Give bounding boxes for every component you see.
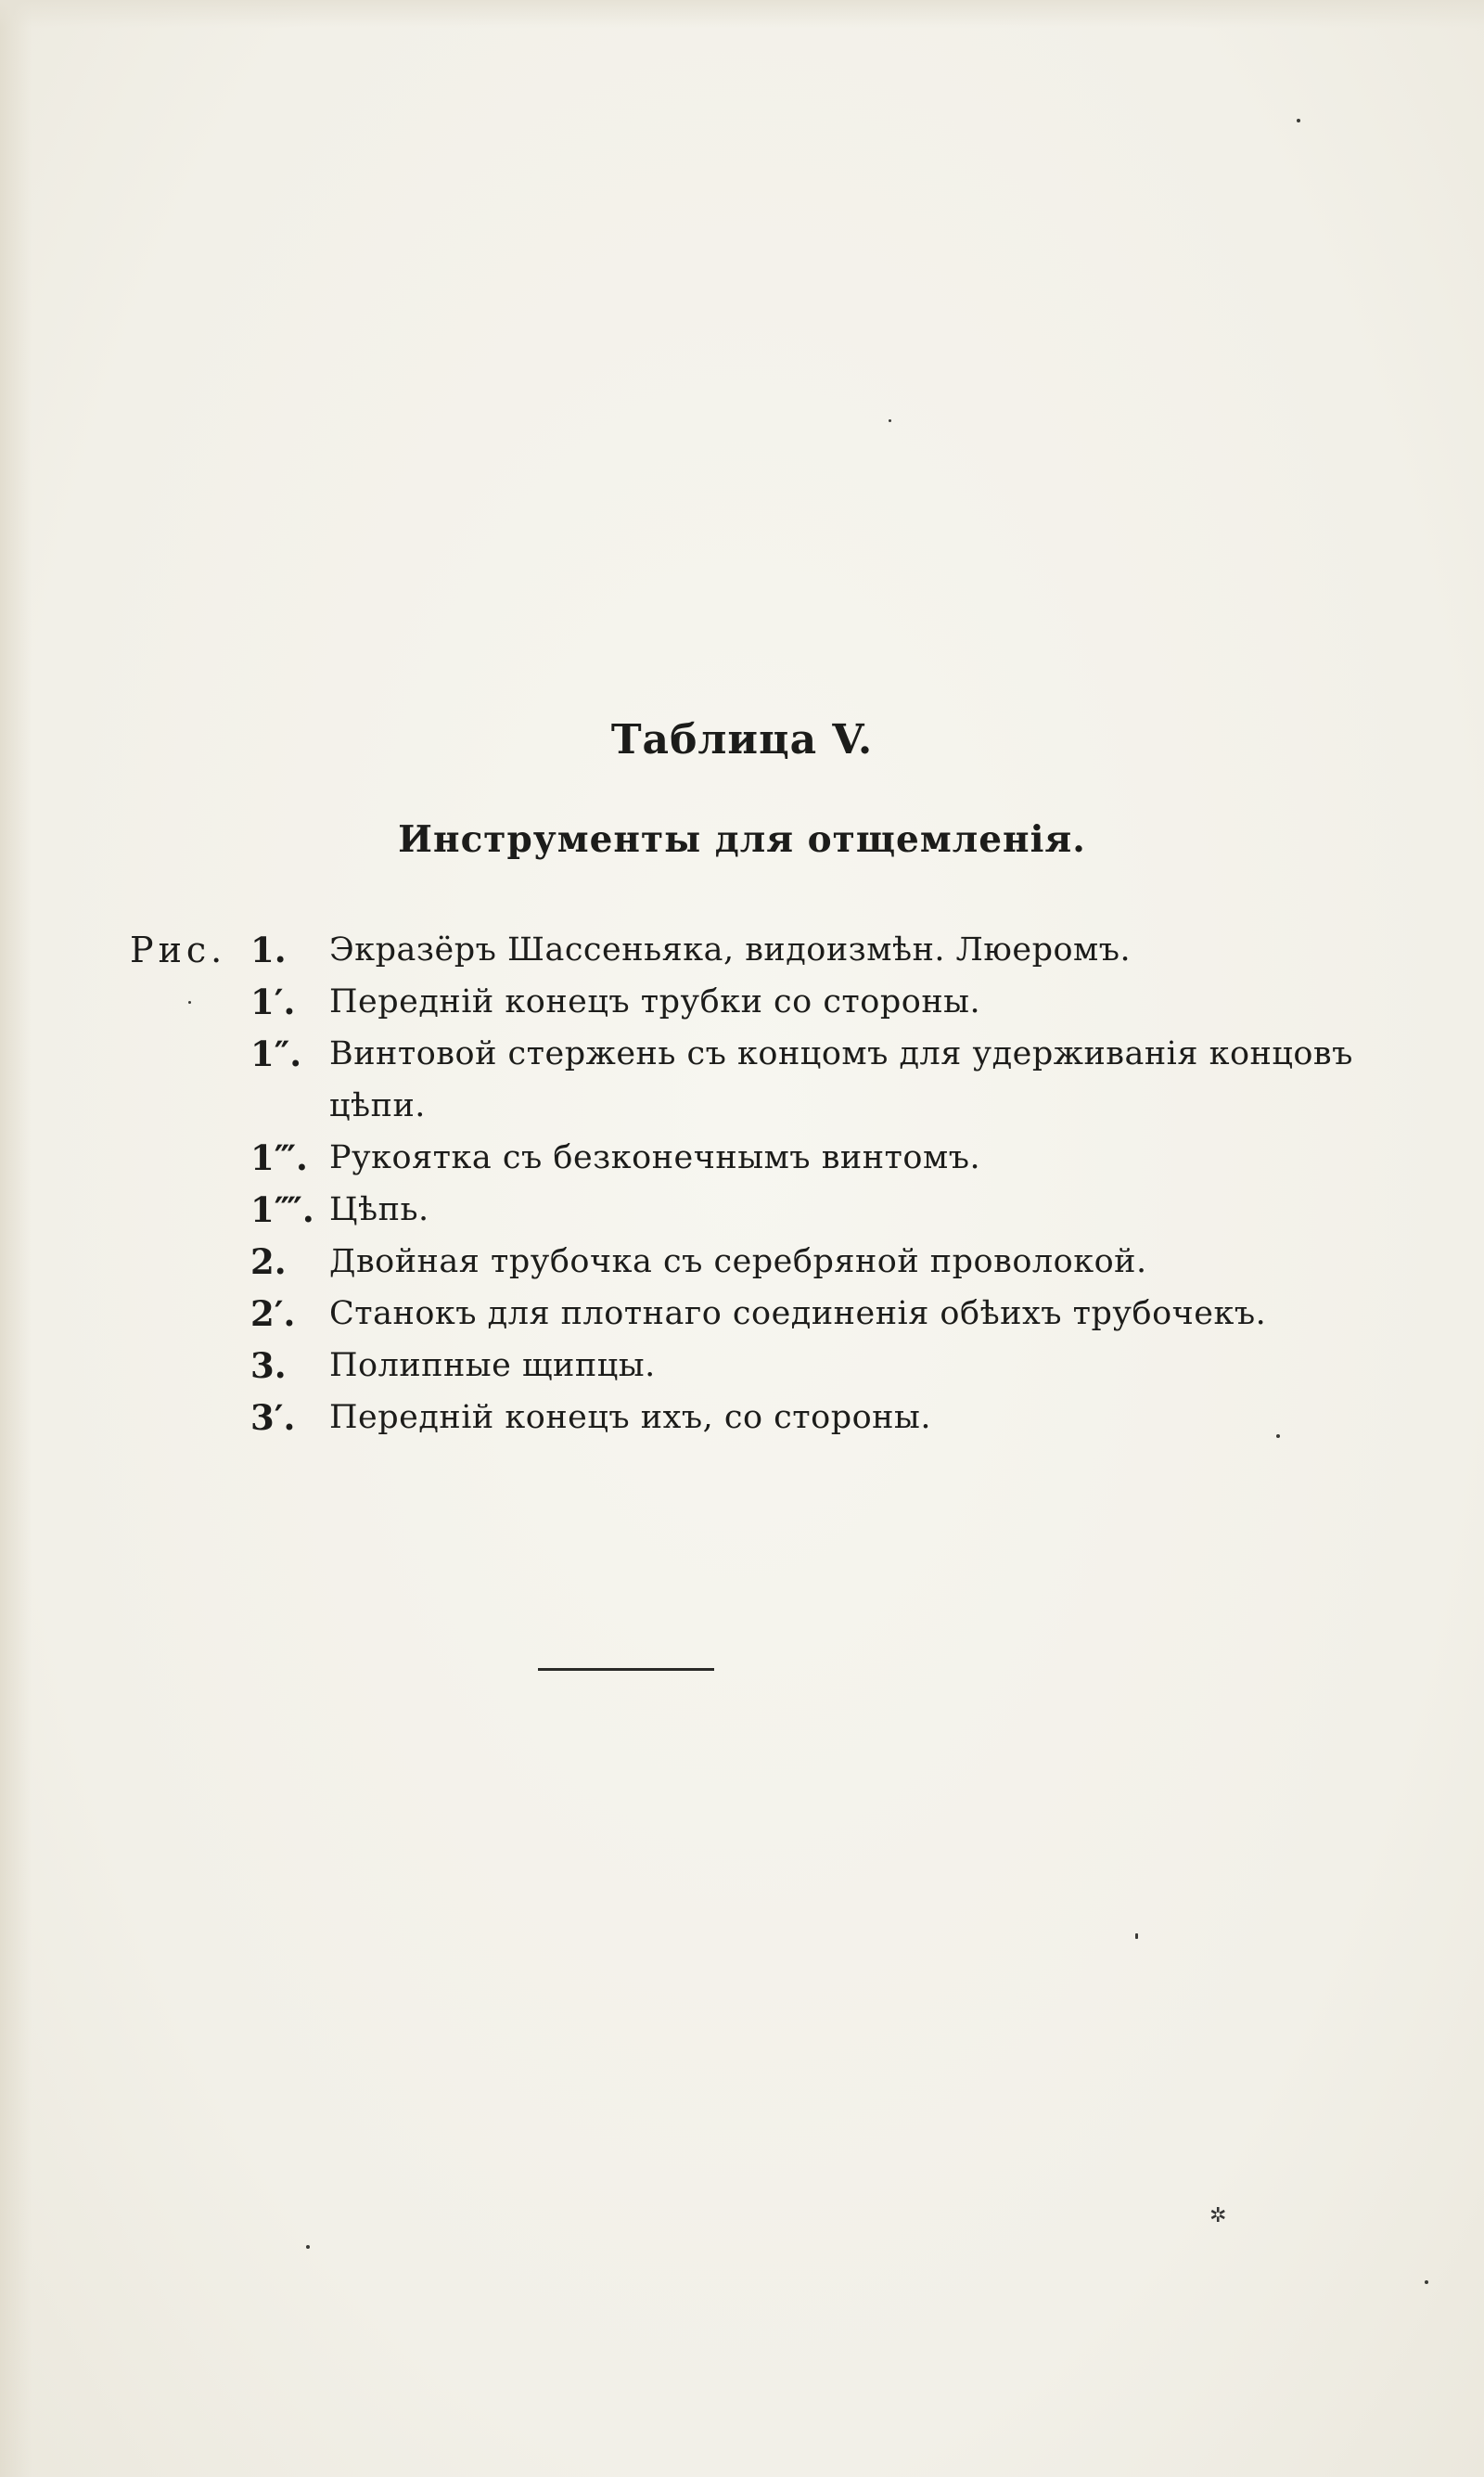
paper-speck bbox=[1135, 1933, 1138, 1939]
list-item bbox=[130, 1132, 1354, 1184]
figure-number: 1. bbox=[250, 930, 287, 970]
list-item bbox=[130, 924, 1354, 976]
figure-number: 1″. bbox=[250, 1033, 302, 1074]
page-top-shadow bbox=[0, 0, 1484, 28]
figure-list bbox=[130, 924, 1354, 1444]
paper-speck bbox=[306, 2245, 310, 2249]
figure-caption: Полипные щипцы. bbox=[329, 1347, 656, 1384]
figure-number: 3′. bbox=[250, 1397, 296, 1438]
section-divider bbox=[538, 1668, 714, 1671]
list-item bbox=[130, 976, 1354, 1028]
page-subtitle: Инструменты для отщемленія. bbox=[398, 818, 1086, 861]
page-title: Таблица V. bbox=[610, 716, 874, 764]
paper-speck bbox=[1276, 1434, 1280, 1438]
list-item bbox=[130, 1340, 1354, 1392]
figure-prefix-spacer bbox=[130, 1132, 250, 1184]
figure-prefix-spacer bbox=[130, 1288, 250, 1340]
figure-number: 2′. bbox=[250, 1293, 296, 1334]
figure-caption: Рукоятка съ безконечнымъ винтомъ. bbox=[329, 1139, 981, 1176]
figure-number: 2. bbox=[250, 1241, 287, 1282]
paper-speck bbox=[1425, 2280, 1428, 2284]
paper-speck bbox=[188, 1001, 191, 1004]
figure-caption: Переднiй конецъ ихъ, со стороны. bbox=[329, 1399, 931, 1436]
figure-prefix-spacer bbox=[130, 1184, 250, 1236]
ink-mark: ✲ bbox=[1209, 2204, 1227, 2227]
list-item bbox=[130, 1236, 1354, 1288]
figure-number: 1⁗. bbox=[250, 1189, 314, 1230]
list-item bbox=[130, 1184, 1354, 1236]
list-item bbox=[130, 1392, 1354, 1444]
list-item bbox=[130, 1288, 1354, 1340]
figure-caption: Цѣпь. bbox=[329, 1191, 429, 1228]
figure-caption: Винтовой стержень съ концомъ для удерживанія концовъ цѣпи. bbox=[329, 1035, 1353, 1124]
paper-speck bbox=[889, 419, 891, 422]
figure-prefix-spacer bbox=[130, 1340, 250, 1392]
figure-caption: Экразёръ Шассеньяка, видоизмѣн. Люеромъ. bbox=[329, 931, 1132, 969]
list-item bbox=[130, 1028, 1354, 1132]
figure-caption: Станокъ для плотнаго соединенія обѣихъ трубочекъ. bbox=[329, 1295, 1267, 1332]
figure-prefix-spacer bbox=[130, 1236, 250, 1288]
figure-number: 1′. bbox=[250, 982, 296, 1022]
figure-caption: Двойная трубочка съ серебряной проволокой. bbox=[329, 1243, 1147, 1280]
page-edge-shadow bbox=[0, 0, 32, 2477]
figure-number: 1‴. bbox=[250, 1137, 308, 1178]
figure-caption: Переднiй конецъ трубки со стороны. bbox=[329, 983, 981, 1020]
figure-number: 3. bbox=[250, 1345, 287, 1386]
figure-prefix-spacer bbox=[130, 1392, 250, 1444]
figure-prefix-spacer bbox=[130, 1028, 250, 1132]
paper-speck bbox=[1297, 119, 1300, 122]
figure-prefix: Рис. bbox=[130, 930, 227, 970]
